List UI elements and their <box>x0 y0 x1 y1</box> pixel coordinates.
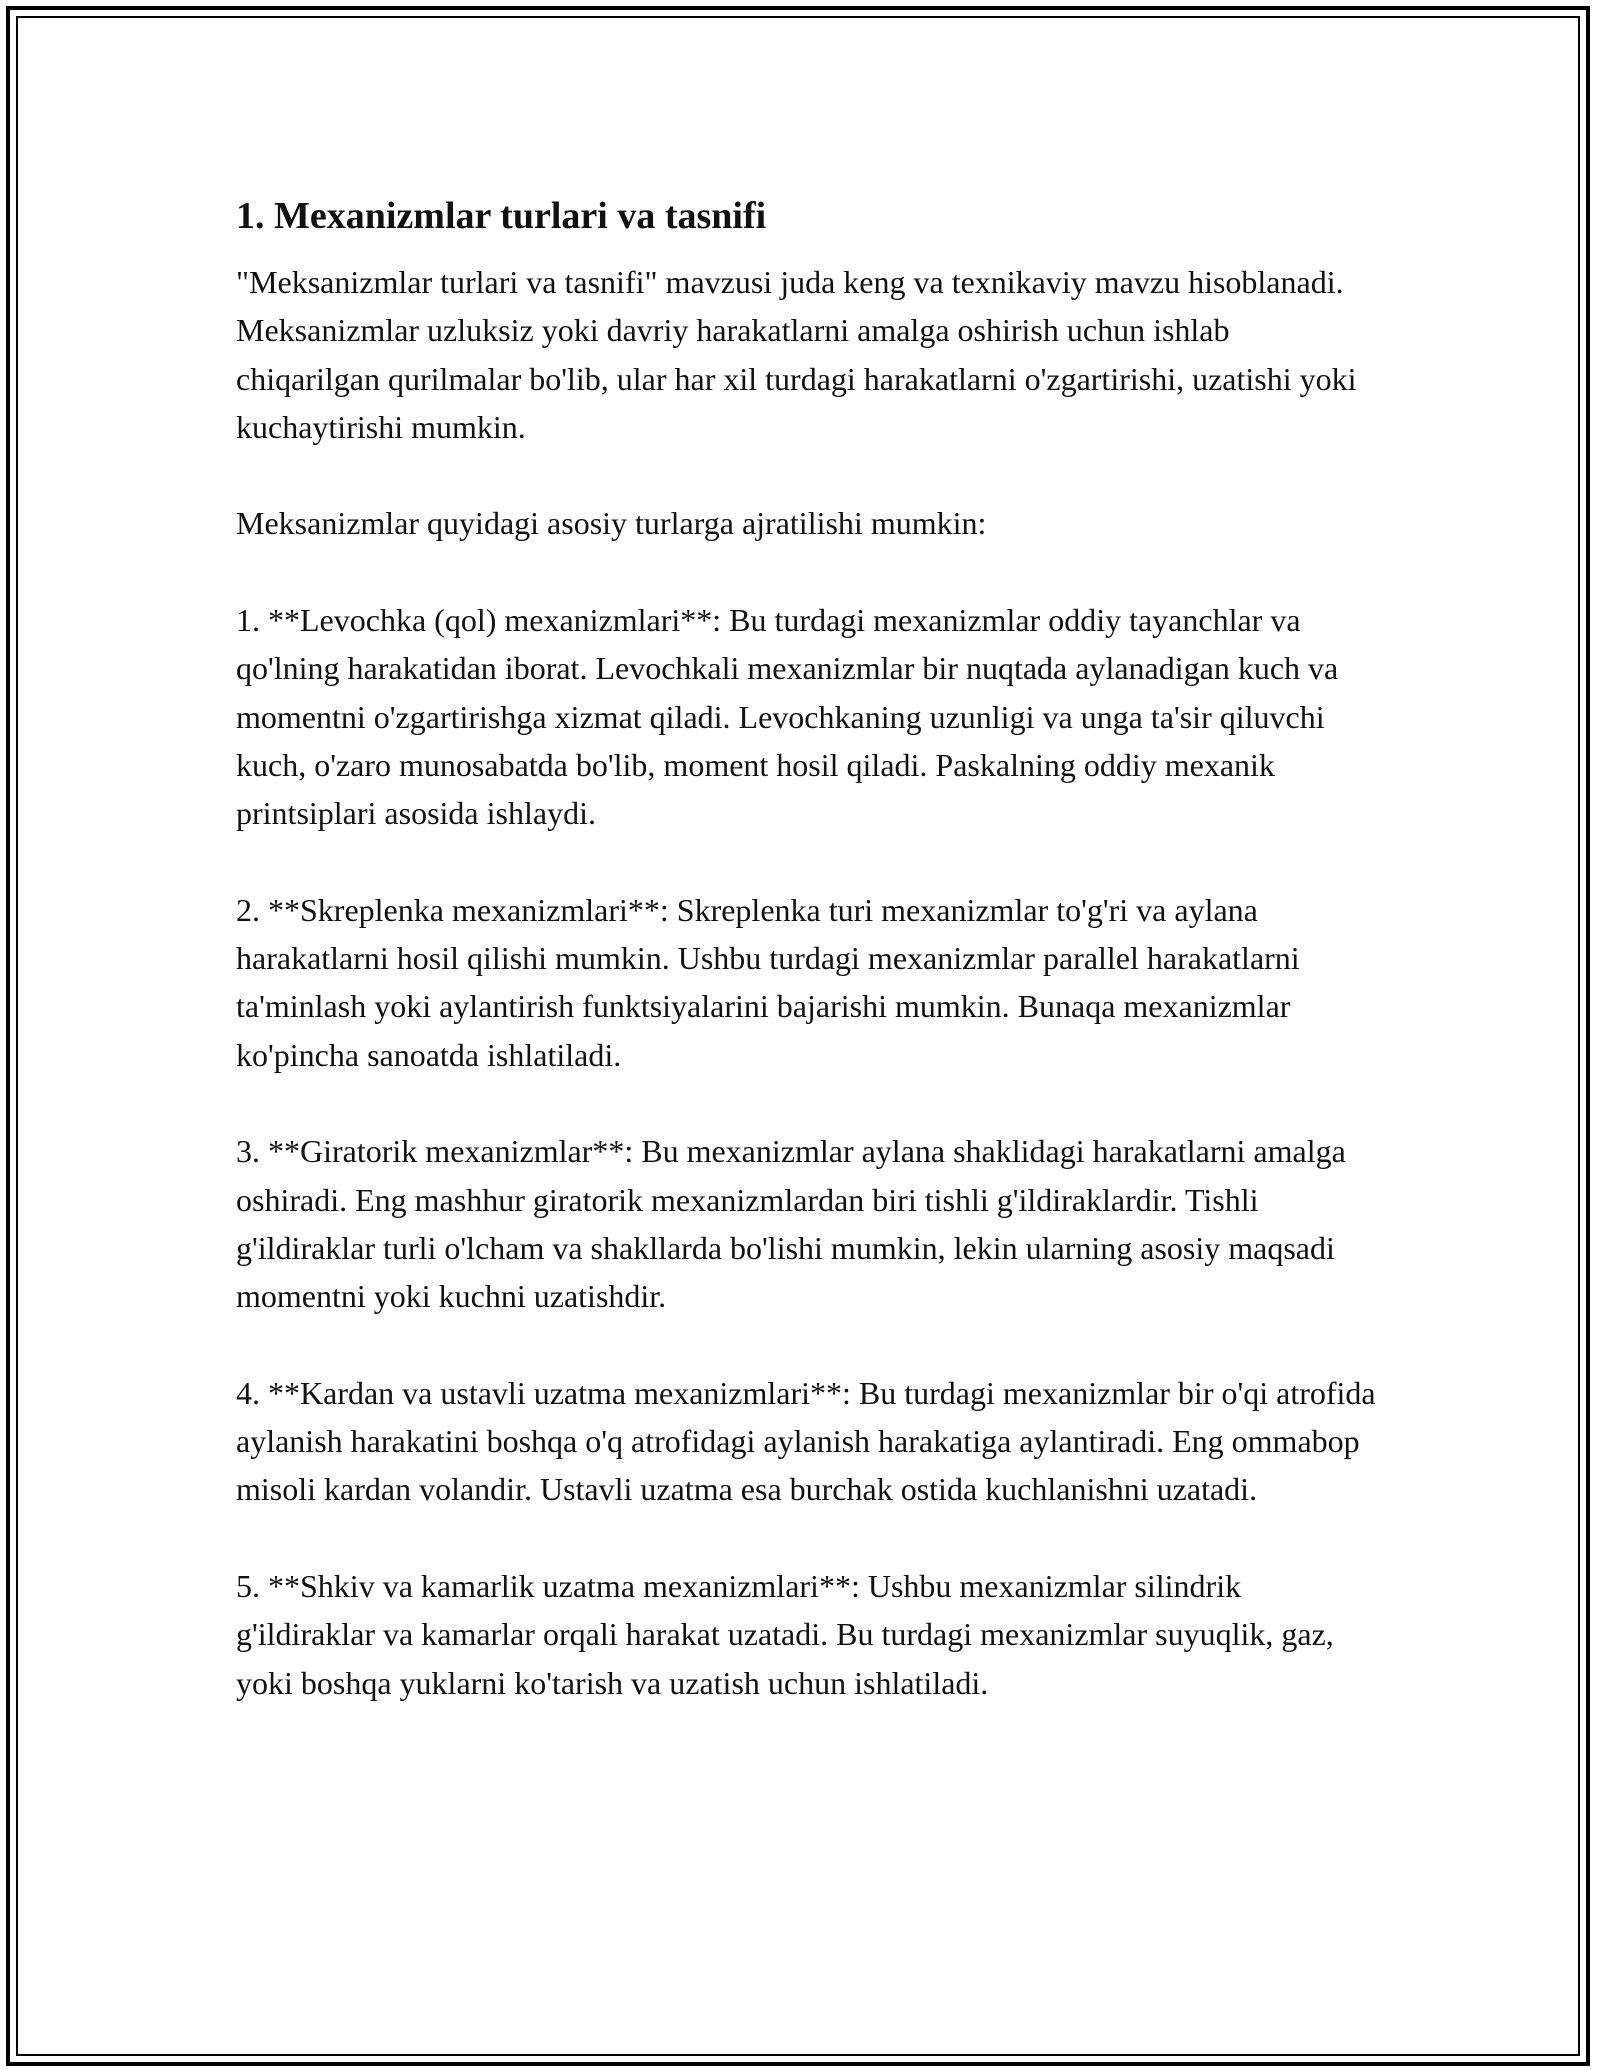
list-item-kardan: 4. **Kardan va ustavli uzatma mexanizmlari**: Bu turdagi mexanizmlar bir o'qi atrofida aylanish harakatini boshqa o'q atrofidagi aylanish harakatiga aylantiradi. Eng ommabop misoli kardan volandir. Ustavli uzatma esa burchak ostida kuchlanishni uzatadi. <box>236 1374 1376 1508</box>
list-item-shkiv: 5. **Shkiv va kamarlik uzatma mexanizmlari**: Ushbu mexanizmlar silindrik g'ildiraklar va kamarlar orqali harakat uzatadi. Bu turdagi mexanizmlar suyuqlik, gaz, yoki boshqa yuklarni ko'tarish va uzatish uchun ishlatiladi. <box>236 1568 1334 1701</box>
document-title: 1. Mexanizmlar turlari va tasnifi <box>236 195 767 237</box>
list-item-giratorik: 3. **Giratorik mexanizmlar**: Bu mexanizmlar aylana shaklidagi harakatlarni amalga oshiradi. Eng mashhur giratorik mexanizmlardan biri tishli g'ildiraklardir. Tishli g'ildiraklar turli o'lcham va shakllarda bo'lishi mumkin, lekin ularning asosiy maqsadi momentni yoki kuchni uzatishdir. <box>236 1133 1346 1315</box>
intro-paragraph: "Meksanizmlar turlari va tasnifi" mavzusi juda keng va texnikaviy mavzu hisoblanadi. Meksanizmlar uzluksiz yoki davriy harakatlarni amalga oshirish uchun ishlab chiqarilgan qurilmalar bo'lib, ular har xil turdagi harakatlarni o'zgartirishi, uzatishi yoki kuchaytirishi mumkin. <box>236 264 1357 445</box>
document-body <box>236 188 1376 1707</box>
list-item-levochka: 1. **Levochka (qol) mexanizmlari**: Bu turdagi mexanizmlar oddiy tayanchlar va qo'lning harakatidan iborat. Levochkali mexanizmlar bir nuqtada aylanadigan kuch va momentni o'zgartirishga xizmat qiladi. Levochkaning uzunligi va unga ta'sir qiluvchi kuch, o'zaro munosabatda bo'lib, moment hosil qiladi. Paskalning oddiy mexanik printsiplari asosida ishlaydi. <box>236 602 1339 832</box>
list-item-skreplenka: 2. **Skreplenka mexanizmlari**: Skreplenka turi mexanizmlar to'g'ri va aylana harakatlarni hosil qilishi mumkin. Ushbu turdagi mexanizmlar parallel harakatlarni ta'minlash yoki aylantirish funktsiyalarini bajarishi mumkin. Bunaqa mexanizmlar ko'pincha sanoatda ishlatiladi. <box>236 891 1300 1073</box>
types-lead-paragraph: Meksanizmlar quyidagi asosiy turlarga ajratilishi mumkin: <box>236 505 987 542</box>
